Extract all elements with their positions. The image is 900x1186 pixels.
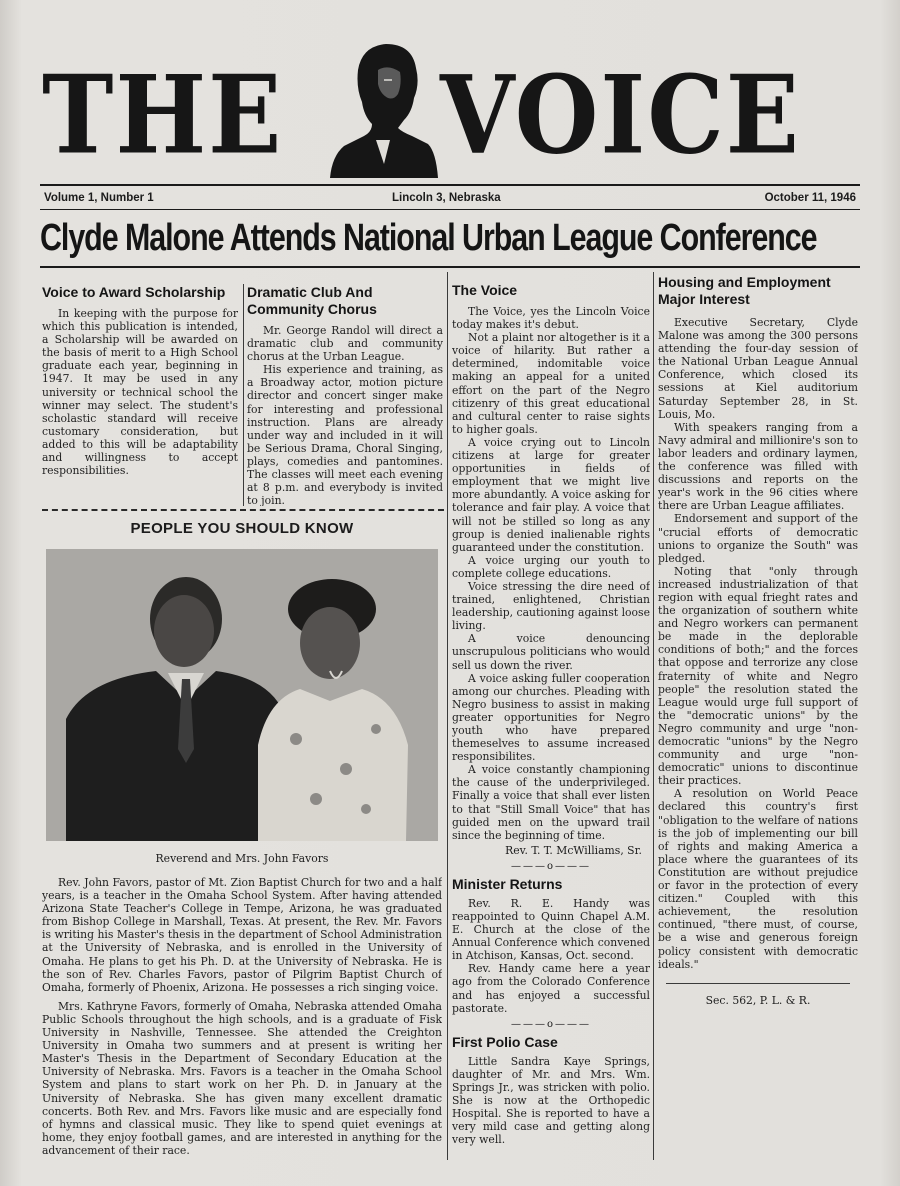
- paragraph: Rev. John Favors, pastor of Mt. Zion Baptist Church for two and a half years, is a teacher in the Omaha School System. After having attended Arizona State Teacher's College in Tempe, Arizona, he was graduated from Bishop College in Marshall, Texas. At present, the Rev. Mr. Favors is writing his Master's thesis in the department of School Administration at the University of Nebraska, and is enrolled in the University of Omaha. He plans to get his Ph. D. at the University of Nebraska. He is the son of Rev. Charles Favors, pastor of Pilgrim Baptist Church of Omaha, formerly of Phoenix, Arizona. He possesses a rich singing voice.: [42, 876, 442, 994]
- paragraph: Mr. George Randol will direct a dramatic club and community chorus at the Urban League.: [247, 324, 443, 364]
- paragraph: Executive Secretary, Clyde Malone was among the 300 persons attending the four-day session of the National Urban League Annual Conference, which closed its sessions at Kiel auditorium Saturday September 28, in St. Louis, Mo.: [658, 316, 858, 421]
- masthead: [40, 40, 860, 180]
- column-rule: [447, 272, 448, 1160]
- article-title: Dramatic Club And Community Chorus: [247, 284, 377, 317]
- paragraph: The Voice, yes the Lincoln Voice today makes it's debut.: [452, 305, 650, 332]
- issue-date: October 11, 1946: [764, 192, 856, 204]
- paragraph: Rev. Handy came here a year ago from the Colorado Conference and has enjoyed a successful pastorate.: [452, 962, 650, 1015]
- paragraph: Endorsement and support of the "crucial efforts of democratic unions to organize the South" was pledged.: [658, 512, 858, 565]
- article-dramatic-club: [247, 284, 443, 506]
- issue-volume: Volume 1, Number 1: [44, 192, 154, 204]
- article-body: [452, 1055, 650, 1147]
- photo-caption: Reverend and Mrs. John Favors: [155, 852, 329, 865]
- paragraph: Noting that "only through increased industrialization of that region with equal frieght rates and the organization of southern white and Negro workers can permanent be made in the deplorable conditions of both;" and the forces that oppose and terrorize any close fraternity of white and Negro people" the resolution stated the League would urge full support of the "democratic unions" by the Negro community and urge "non-democratic "unions" by the Negro community and urge "non-democratic" unions to discontinue their practices.: [658, 564, 858, 788]
- masthead-rule-top: [40, 184, 860, 186]
- paragraph: A voice crying out to Lincoln citizens at large for greater opportunities in fields of employment that we might live more abundantly. A voice asking for tolerance and fair play. A voice that will not be stilled so long as any group is denied inalienable rights guaranteed under the constitution.: [452, 435, 650, 554]
- couple-photo: [46, 549, 438, 841]
- paragraph: Voice stressing the dire need of trained, enlightened, Christian leadership, cautioning against loose living.: [452, 579, 650, 633]
- masthead-title-voice: VOICE: [440, 51, 801, 179]
- paragraph: His experience and training, as a Broadway actor, motion picture director and concert singer make for interesting and professional instruction. Plans are already under way and included in it will be Serious Drama, Choral Singing, plays, comedies and pantomines. The classes will meet each evening at 8 p.m. and everybody is invited to join.: [247, 363, 443, 506]
- article-title: The Voice: [452, 282, 518, 298]
- paragraph: With speakers ranging from a Navy admiral and millionire's son to labor leaders and ordinary laymen, the conference was filled with discussions and reports on the year's work in the 96 cities where there are Urban League affiliates.: [658, 420, 858, 513]
- paragraph: A voice urging our youth to complete college educations.: [452, 553, 650, 580]
- paragraph: A resolution on World Peace declared this country's first "obligation to the welfare of nations is the job of implementing our bill of rights and making America a place where the guarantees of its Constitution are without prejudice or favor in the protection of every citizen." Coupled with this achievement, the resolution continued, "there must, of course, be a wise and generous foreign policy consistent with democratic ideals.": [658, 787, 858, 971]
- article-favors: [42, 876, 442, 1160]
- issue-line: [42, 191, 858, 209]
- masthead-title-the: THE: [42, 51, 284, 179]
- paragraph: Little Sandra Kaye Springs, daughter of Mr. and Mrs. Wm. Springs Jr., was stricken with polio. She is now at the Orthopedic Hospital. She is reported to have a very mild case and getting along very well.: [452, 1054, 650, 1147]
- article-body: [658, 316, 858, 971]
- lincoln-portrait-icon: [328, 40, 440, 180]
- column-rule: [653, 272, 654, 1160]
- article-scholarship: [42, 284, 238, 506]
- paragraph: A voice denouncing unscrupulous politicians who would sell us down the river.: [452, 632, 650, 672]
- section-divider: [42, 509, 444, 511]
- masthead-rule-bottom: [40, 209, 860, 210]
- paragraph: A voice constantly championing the cause of the underprivileged. Finally a voice that shall ever listen to that "Still Small Voice" that has guided men on the upward trail since the beginning of time.: [452, 763, 650, 842]
- article-rule: [666, 983, 850, 984]
- article-body: [247, 324, 443, 506]
- column-rule: [243, 284, 244, 506]
- article-title: Voice to Award Scholarship: [42, 284, 226, 300]
- article-title: Minister Returns: [452, 875, 563, 892]
- postal-notice: Sec. 562, P. L. & R.: [705, 993, 811, 1007]
- section-title-people: PEOPLE YOU SHOULD KNOW: [130, 520, 354, 537]
- divider-mark: ———o———: [510, 1018, 592, 1030]
- column-the-voice: [452, 282, 650, 1162]
- article-body: [452, 897, 650, 1015]
- article-body: [42, 876, 442, 1157]
- main-headline: Clyde Malone Attends National Urban League Conference: [40, 217, 817, 259]
- article-title: First Polio Case: [452, 1033, 558, 1050]
- paragraph: Not a plaint nor altogether is it a voice of hilarity. But rather a determined, indomitable voice making an appeal for a united effort on the part of the Negro citizenry of this great educational and cultural center to raise sights to higher goals.: [452, 331, 650, 436]
- signature: Rev. T. T. McWilliams, Sr.: [505, 843, 642, 857]
- article-title: Housing and Employment Major Interest: [658, 274, 831, 307]
- article-body: [42, 307, 238, 477]
- article-housing: [658, 274, 858, 1160]
- paragraph: Mrs. Kathryne Favors, formerly of Omaha, Nebraska attended Omaha Public Schools throughout the high schools, and is a graduate of Fisk University in Nashville, Tennessee. She attended the Creighton University in Omaha two summers and at present is writing her Master's Thesis in the Department of Secondary Education at the University of Nebraska. Mrs. Favors is a teacher in the Omaha School System and plans to start work on her Ph. D. in January at the University of Nebraska. She has given many excellent dramatic concerts. Both Rev. and Mrs. Favors like music and are especially fond of hymns and classical music. They like to spend quiet evenings at home, they enjoy football games, and are interested in anything for the advancement of their race.: [42, 999, 442, 1157]
- paragraph: Rev. R. E. Handy was reappointed to Quinn Chapel A.M. E. Church at the close of the Annual Conference which convened in Atchison, Kansas, Oct. second.: [452, 896, 650, 963]
- article-body: [452, 305, 650, 842]
- paragraph: A voice asking fuller cooperation among our churches. Pleading with Negro business to assist in making greater opportunities for Negro youth who have prepared themeselves to assume increased responsibilites.: [452, 671, 650, 764]
- paragraph: In keeping with the purpose for which this publication is intended, a Scholarship will be awarded on the basis of merit to a High School graduate each year, beginning in 1947. It may be used in any university or technical school the winner may select. The student's scholastic standard will receive customary consideration, but added to this will be adaptability and willingness to accept responsibilities.: [42, 307, 238, 478]
- issue-place: Lincoln 3, Nebraska: [392, 192, 501, 204]
- headline-rule: [40, 266, 860, 268]
- divider-mark: ———o———: [510, 860, 592, 872]
